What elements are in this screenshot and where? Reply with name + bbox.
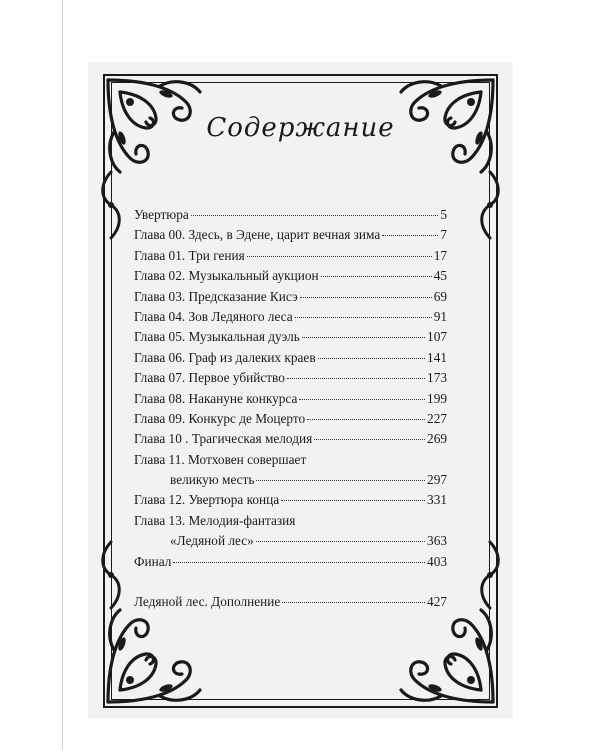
toc-entry-label: Глава 03. Предсказание Кисэ — [134, 288, 298, 304]
toc-entry-label: Финал — [134, 553, 172, 569]
side-ornament-right-upper — [475, 170, 505, 240]
toc-entry-label: Увертюра — [134, 207, 189, 222]
toc-leader-dots — [321, 275, 432, 277]
toc-leader-dots — [307, 418, 425, 420]
toc-entry-page: 363 — [427, 533, 447, 549]
toc-entry-label: Глава 00. Здесь, в Эдене, царит вечная зима — [134, 227, 381, 243]
toc-entry — [134, 389, 447, 409]
toc-entry — [134, 225, 447, 245]
toc-entry-page: 141 — [427, 349, 447, 365]
toc-entry-heading-line — [134, 450, 447, 470]
toc-leader-dots — [282, 601, 425, 603]
toc-entry — [134, 266, 447, 286]
toc-entry — [134, 287, 447, 307]
toc-entry-label: Глава 10 . Трагическая мелодия — [134, 431, 313, 447]
toc-leader-dots — [256, 479, 425, 481]
toc-entry-label: Глава 12. Увертюра конца — [134, 492, 280, 508]
toc-entry-label: Глава 08. Накануне конкурса — [134, 390, 298, 406]
toc-entry — [134, 348, 447, 368]
toc-entry-page: 45 — [433, 268, 447, 284]
toc-leader-dots — [382, 234, 438, 236]
toc-entry — [134, 592, 447, 612]
toc-entry — [134, 307, 447, 327]
toc-entry-page: 427 — [427, 594, 447, 610]
toc-entry-page: 227 — [427, 410, 447, 426]
toc-entry — [134, 490, 447, 510]
toc-entry-label: Глава 09. Конкурс де Моцерто — [134, 410, 306, 426]
toc-entry-label: Глава 06. Граф из далеких краев — [134, 349, 316, 365]
toc-entry-page: 269 — [427, 431, 447, 447]
side-ornament-right-lower — [475, 540, 505, 610]
corner-ornament-bottom-left — [100, 600, 210, 710]
toc-leader-dots — [287, 377, 425, 379]
toc-entry-label: великую месть — [170, 472, 255, 488]
toc-entry-label: Глава 01. Три гения — [134, 247, 245, 263]
toc-entry-continuation — [134, 470, 447, 490]
toc-entry-page: 17 — [433, 247, 447, 263]
toc-entry-heading-line — [134, 511, 447, 531]
toc-leader-dots — [300, 296, 432, 298]
toc-entry-label: Глава 05. Музыкальная дуэль — [134, 329, 300, 345]
toc-entry-page: 91 — [433, 308, 447, 324]
toc-leader-dots — [314, 438, 425, 440]
toc-leader-dots — [302, 336, 425, 338]
binding-line — [62, 0, 63, 750]
toc-entry-page: 199 — [427, 390, 447, 406]
toc-leader-dots — [247, 255, 432, 257]
toc-entry-label: Глава 07. Первое убийство — [134, 370, 285, 386]
toc-entry — [134, 409, 447, 429]
toc-entry-page: 331 — [427, 492, 447, 508]
toc-leader-dots — [191, 214, 439, 216]
toc-leader-dots — [281, 499, 425, 501]
toc-leader-dots — [173, 561, 425, 563]
toc-entry-label: Глава 02. Музыкальный аукцион — [134, 268, 319, 284]
toc-entry — [134, 368, 447, 388]
toc-entry — [134, 429, 447, 449]
toc-entry-page: 403 — [427, 553, 447, 569]
toc-leader-dots — [318, 357, 425, 359]
toc-leader-dots — [256, 540, 425, 542]
toc-entry — [134, 327, 447, 347]
toc-entry-label: Ледяной лес. Дополнение — [134, 594, 281, 610]
toc-entry-page: 173 — [427, 370, 447, 386]
toc-entry-continuation — [134, 531, 447, 551]
toc-entry-page: 7 — [440, 227, 447, 243]
side-ornament-left-upper — [96, 170, 126, 240]
toc-entry-page: 69 — [433, 288, 447, 304]
toc-entry-label: Глава 04. Зов Ледяного леса — [134, 308, 293, 324]
toc-entry-page: 5 — [440, 207, 447, 222]
toc-entry-label: «Ледяной лес» — [170, 533, 254, 549]
table-of-contents — [134, 205, 447, 612]
toc-entry-page: 107 — [427, 329, 447, 345]
side-ornament-left-lower — [96, 540, 126, 610]
toc-leader-dots — [295, 316, 432, 318]
toc-entry-label: Глава 11. Мотховен совершает — [134, 451, 307, 467]
toc-entry — [134, 246, 447, 266]
page-title: Содержание — [206, 113, 395, 143]
corner-ornament-bottom-right — [391, 600, 501, 710]
toc-leader-dots — [299, 398, 425, 400]
toc-entry — [134, 205, 447, 225]
toc-entry — [134, 552, 447, 572]
toc-entry-label: Глава 13. Мелодия-фантазия — [134, 512, 296, 528]
toc-entry-page: 297 — [427, 472, 447, 488]
